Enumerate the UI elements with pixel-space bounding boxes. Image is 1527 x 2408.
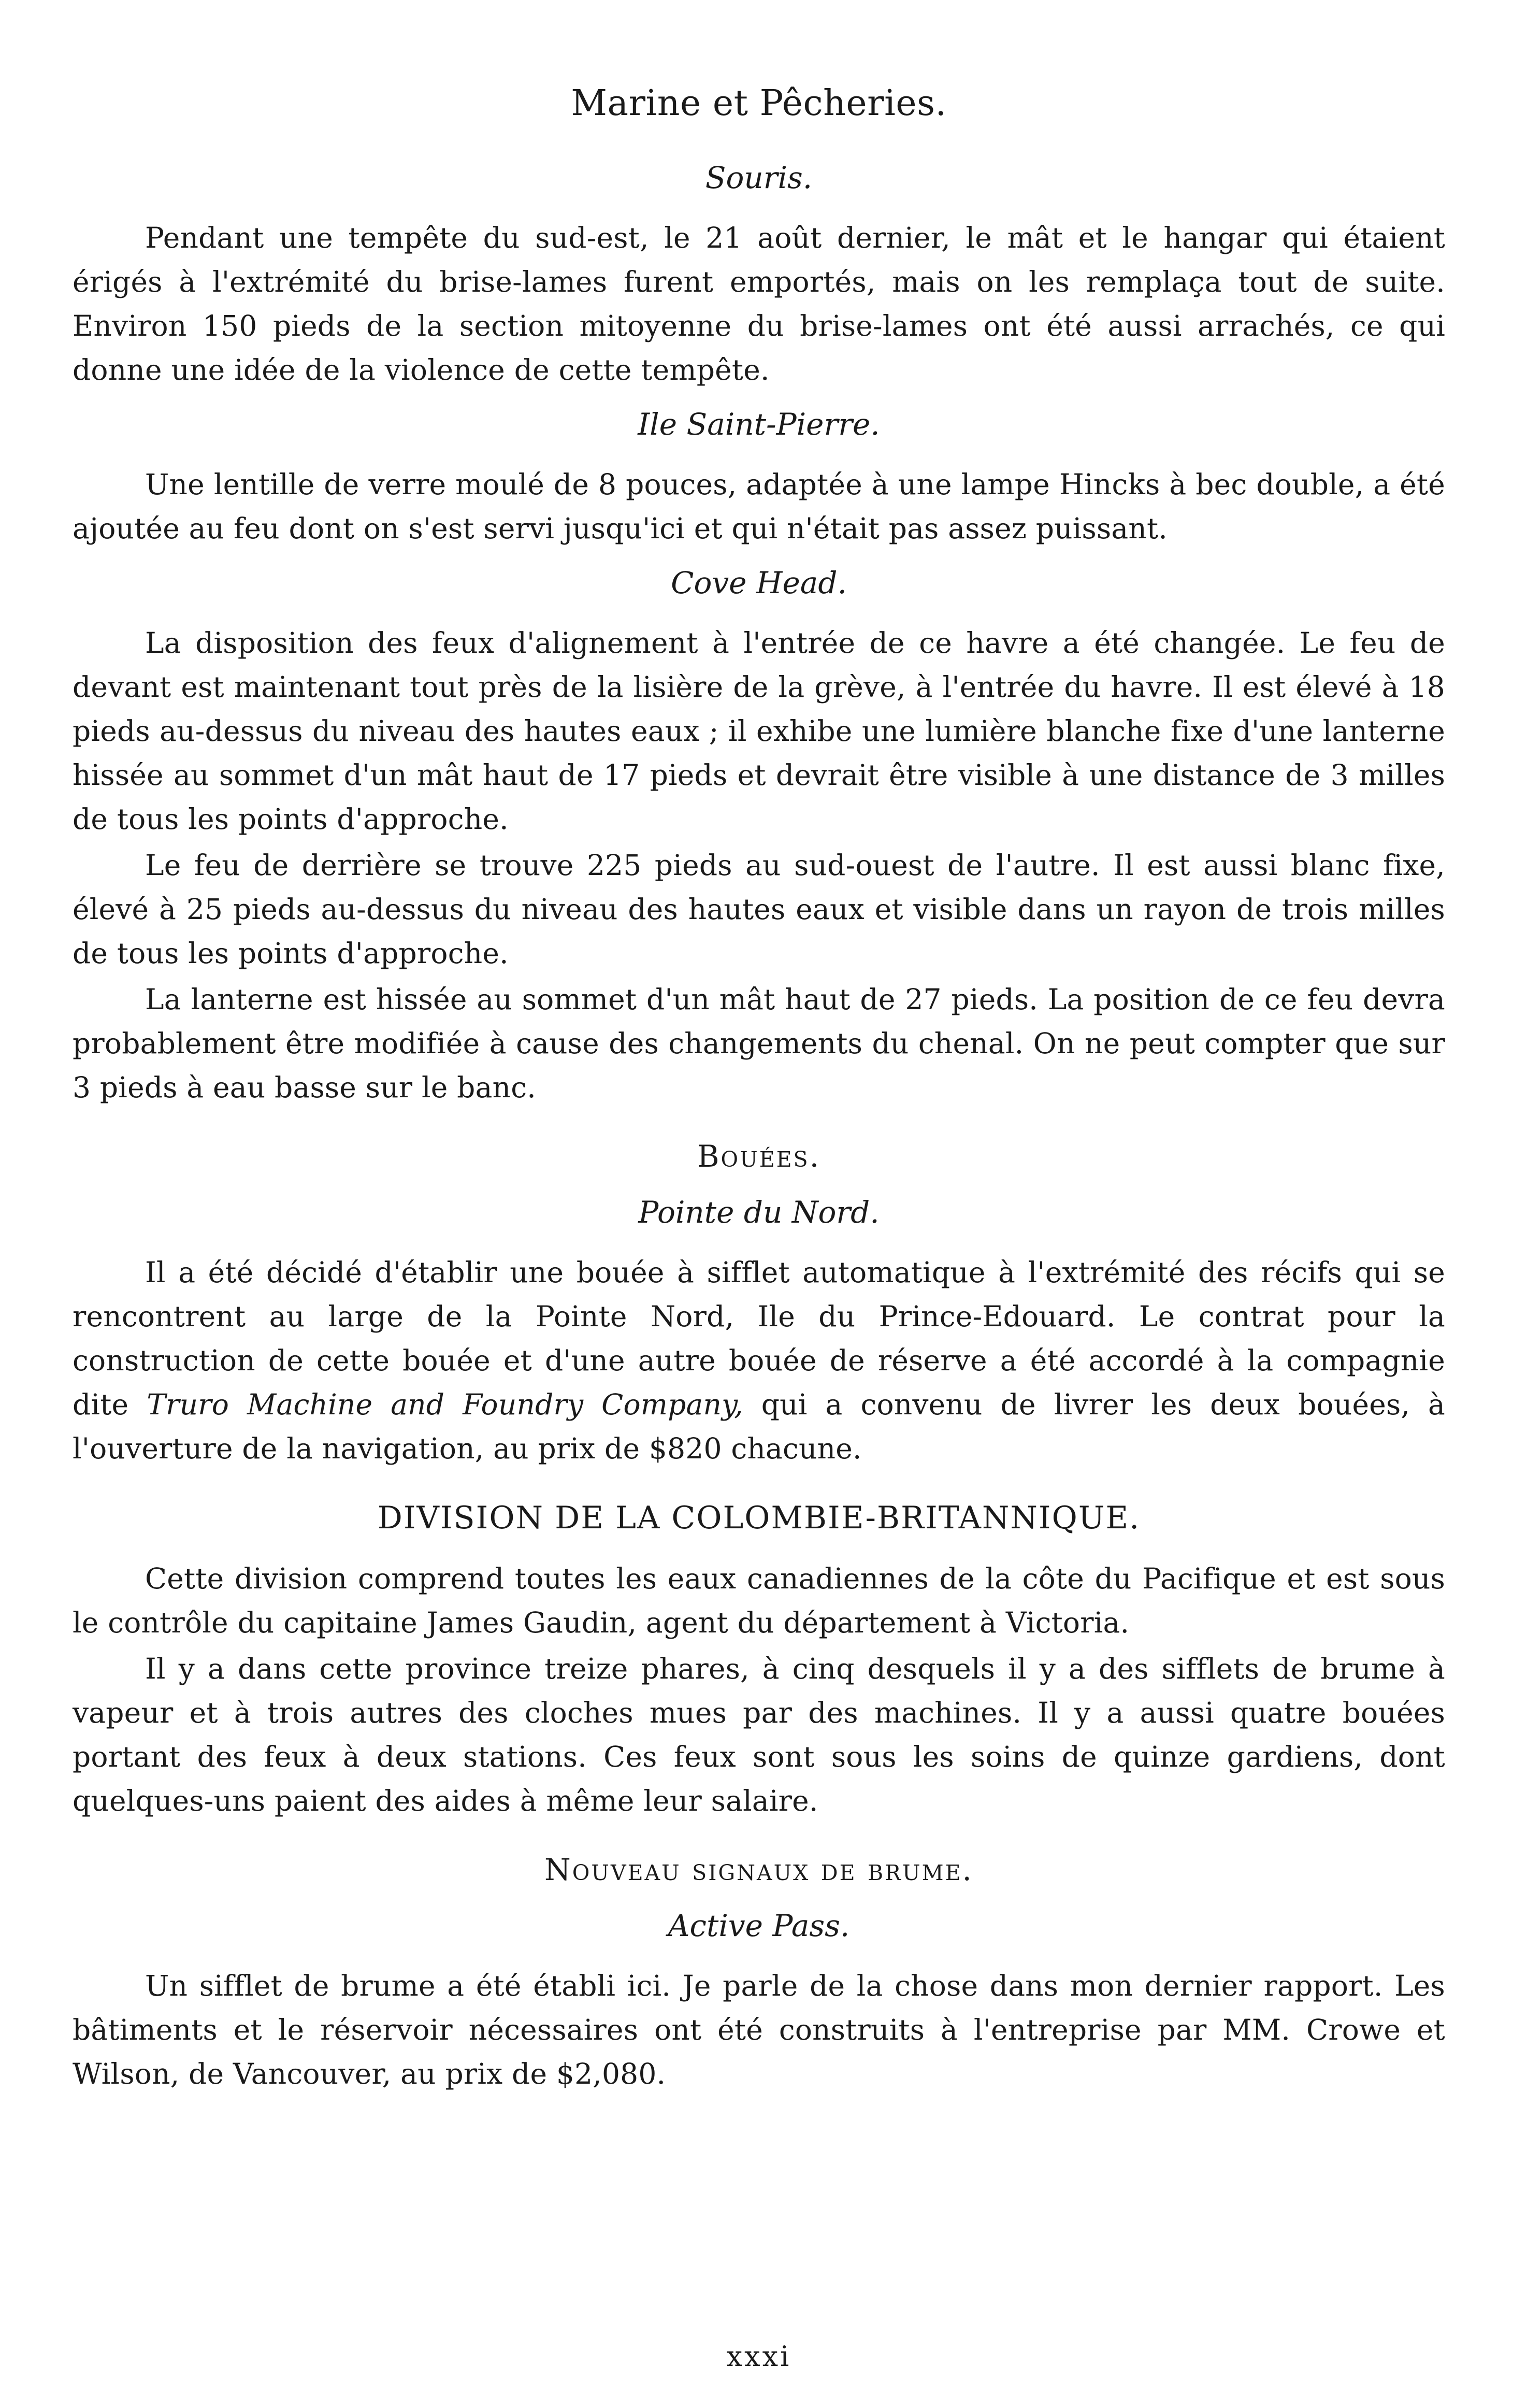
paragraph-cove-head-3: La lanterne est hissée au sommet d'un mât haut de 27 pieds. La position de ce feu devra probablement être modifiée à cause des changements du chenal. On ne peut compter que sur 3 pieds à eau basse sur le banc.	[73, 983, 1445, 1104]
paragraph-active-pass: Un sifflet de brume a été établi ici. Je parle de la chose dans mon dernier rapport. Les bâtiments et le réservoir nécessaires ont été construits à l'entreprise par MM. Crowe et Wilson, de Vancouver, au prix de $2,080.	[73, 1969, 1445, 2090]
paragraph-colombie-1: Cette division comprend toutes les eaux canadiennes de la côte du Pacifique et est sous le contrôle du capitaine James Gaudin, agent du département à Victoria.	[73, 1562, 1445, 1639]
paragraph-cove-head-2: Le feu de derrière se trouve 225 pieds au sud-ouest de l'autre. Il est aussi blanc fixe, élevé à 25 pieds au-dessus du niveau des hautes eaux et visible dans un rayon de trois milles de tous les points d'approche.	[73, 849, 1445, 970]
paragraph-cove-head-1: La disposition des feux d'alignement à l'entrée de ce havre a été changée. Le feu de devant est maintenant tout près de la lisière de la grève, à l'entrée du havre. Il est élevé à 18 pieds au-dessus du niveau des hautes eaux ; il exhibe une lumière blanche fixe d'une lanterne hissée au sommet d'un mât haut de 17 pieds et devrait être visible à une distance de 3 milles de tous les points d'approche.	[73, 626, 1445, 836]
section-heading-souris: Souris.	[705, 160, 813, 195]
division-heading: DIVISION DE LA COLOMBIE-BRITANNIQUE.	[377, 1500, 1141, 1536]
company-name: Truro Machine and Foundry Company,	[147, 1388, 743, 1421]
paragraph-text: qui a convenu de livrer les deux bouées, à l'ouverture de la navigation, au prix de $820 chacune.	[73, 1388, 1445, 1465]
section-heading-ile-saint-pierre: Ile Saint-Pierre.	[638, 407, 880, 442]
section-heading-signaux: Nouveau signaux de brume.	[544, 1852, 973, 1887]
subheading-pointe-du-nord: Pointe du Nord.	[638, 1195, 880, 1230]
subheading-active-pass: Active Pass.	[668, 1908, 850, 1943]
page-number: xxxi	[726, 2340, 791, 2373]
section-heading-bouees: Bouées.	[697, 1139, 821, 1174]
running-head-title: Marine et Pêcheries.	[571, 83, 947, 124]
section-heading-cove-head: Cove Head.	[671, 565, 847, 600]
document-page	[73, 83, 1445, 2373]
paragraph-colombie-2: Il y a dans cette province treize phares, à cinq desquels il y a des sifflets de brume à vapeur et à trois autres des cloches mues par des machines. Il y a aussi quatre bouées portant des feux à deux stations. Ces feux sont sous les soins de quinze gardiens, dont quelques-uns paient des aides à même leur salaire.	[73, 1652, 1445, 1817]
paragraph-pointe-du-nord	[73, 1251, 1445, 1471]
paragraph-text: Il a été décidé d'établir une bouée à sifflet automatique à l'extrémité des récifs qui se rencontrent au large de la Pointe Nord, Ile du Prince-Edouard. Le contrat pour la construction de cette bouée et d'une autre bouée de réserve a été accordé à la compagnie dite	[73, 1256, 1445, 1421]
paragraph-souris: Pendant une tempête du sud-est, le 21 août dernier, le mât et le hangar qui étaient érigés à l'extrémité du brise-lames furent emportés, mais on les remplaça tout de suite. Environ 150 pieds de la section mitoyenne du brise-lames ont été aussi arrachés, ce qui donne une idée de la violence de cette tempête.	[73, 221, 1445, 386]
paragraph-ile-saint-pierre: Une lentille de verre moulé de 8 pouces, adaptée à une lampe Hincks à bec double, a été ajoutée au feu dont on s'est servi jusqu'ici et qui n'était pas assez puissant.	[73, 468, 1445, 545]
